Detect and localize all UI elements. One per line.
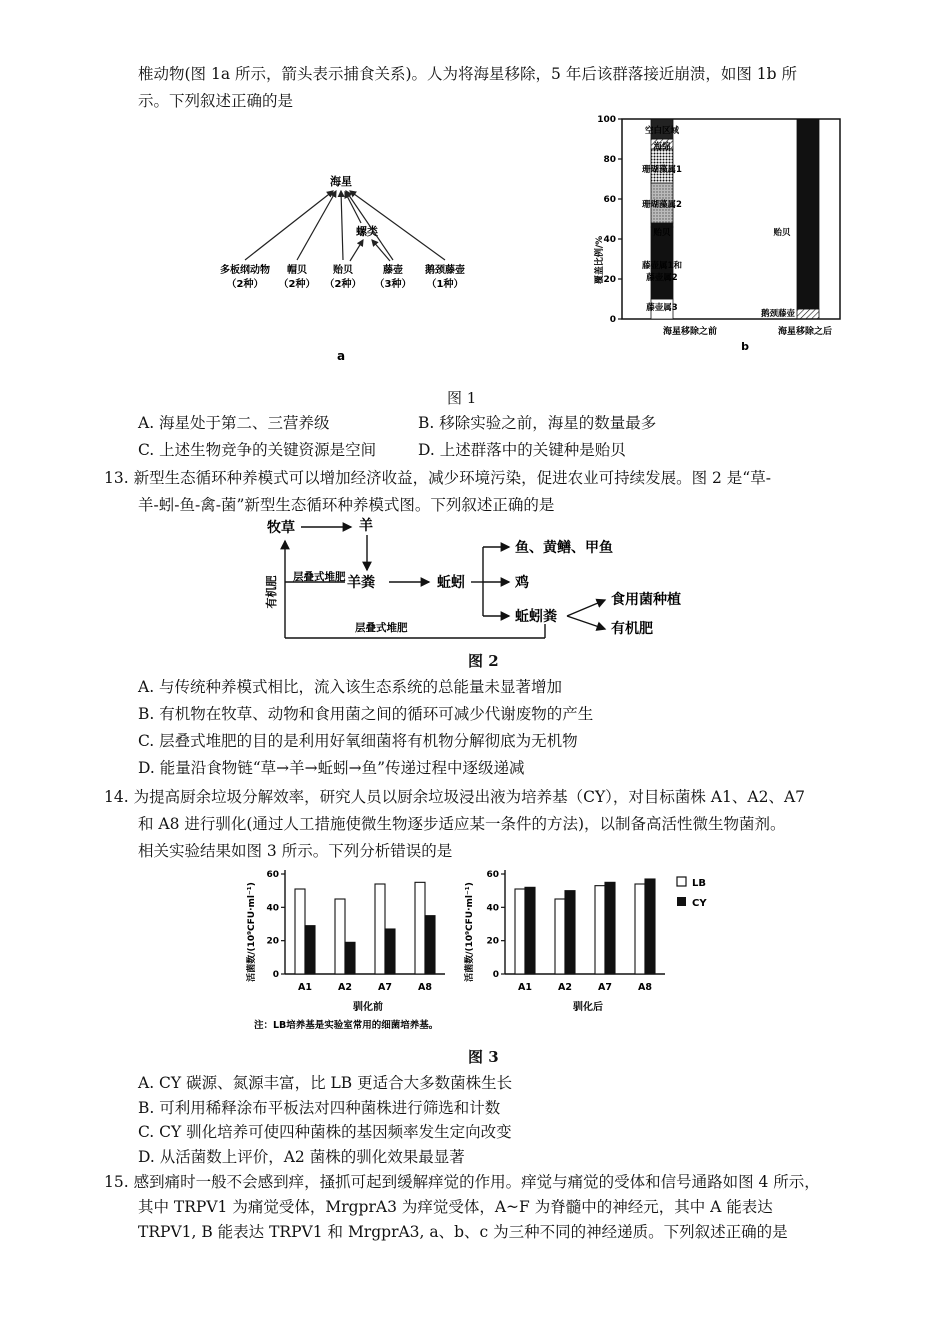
fig1b-label: b (741, 340, 749, 353)
fig3-after-xtick-A2: A2 (558, 982, 572, 993)
fig3-before-ytick-40: 40 (266, 903, 279, 914)
fig3-before-bar-A7-LB (375, 884, 385, 974)
q13-option-a[interactable]: A. 与传统种养模式相比，流入该生态系统的总能量未显著增加 (138, 678, 563, 696)
node-sheep: 羊 (359, 518, 373, 534)
fig1b-ytick-80: 80 (603, 155, 616, 165)
q15-stem-line2: 其中 TRPV1 为痛觉受体，MrgprA3 为痒觉受体，A~F 为脊髓中的神经元，其中 A 能表达 (138, 1198, 773, 1216)
fig3-after-xtick-A8: A8 (638, 982, 652, 993)
figure-2-caption: 图 2 (468, 652, 499, 670)
q12-intro-line1: 椎动物(图 1a 所示，箭头表示捕食关系)。人为将海星移除，5 年后该群落接近崩溃，如图 1b 所 (138, 65, 797, 83)
q14-option-a[interactable]: A. CY 碳源、氮源丰富，比 LB 更适合大多数菌株生长 (138, 1074, 513, 1092)
node-barnacle: 藤壶 (383, 265, 403, 276)
fig3-before-xtick-A2: A2 (338, 982, 352, 993)
node-pasture: 牧草 (267, 520, 295, 536)
fig3-before-ytick-0: 0 (272, 970, 279, 980)
node-polyplacophora-count: （2种） (226, 279, 264, 290)
figure-1a-food-web (205, 165, 475, 365)
fig3-before-bar-A7-CY (385, 929, 395, 974)
figure-1-caption: 图 1 (447, 389, 477, 407)
fig1b-ytick-40: 40 (603, 235, 616, 245)
node-mussel-count: （2种） (324, 279, 362, 290)
figure-2-cycle-diagram (255, 512, 705, 672)
fig3-after-bar-A8-LB (635, 884, 645, 974)
fig3-after-bar-A2-CY (565, 891, 575, 974)
q12-option-a[interactable]: A. 海星处于第二、三营养级 (138, 414, 330, 432)
figure-1a-label: a (336, 349, 346, 363)
fig1b-seg-label-coralline2: 珊瑚藻属2 (642, 200, 682, 210)
fig1b-seg-label-sponge: 海绵 (653, 142, 671, 152)
fig1b-after-label-mussel: 贻贝 (773, 228, 791, 238)
node-starfish: 海星 (330, 175, 352, 188)
q13-option-b[interactable]: B. 有机物在牧草、动物和食用菌之间的循环可减少代谢废物的产生 (138, 705, 594, 723)
fig3-before-xtick-A7: A7 (378, 982, 392, 993)
fig3-before-bar-A2-CY (345, 942, 355, 974)
fig1b-ytick-20: 20 (603, 275, 616, 285)
q14-option-c[interactable]: C. CY 驯化培养可使四种菌株的基因频率发生定向改变 (138, 1123, 512, 1141)
fig3-after-bar-A8-CY (645, 879, 655, 974)
fig3-before-bar-A2-LB (335, 899, 345, 974)
node-fish: 鱼、黄鳝、甲鱼 (515, 540, 613, 556)
fig3-before-bar-A8-CY (425, 916, 435, 974)
node-polyplacophora: 多板纲动物 (220, 265, 270, 276)
legend-cy-label: CY (692, 898, 707, 909)
node-limpet: 帽贝 (287, 265, 307, 276)
node-snails: 螺类 (356, 225, 378, 238)
figure-3-caption: 图 3 (468, 1048, 499, 1066)
fig1b-ytick-0: 0 (609, 315, 616, 325)
fig3-after-ytick-60: 60 (486, 870, 499, 880)
fig3-after-bar-A7-CY (605, 882, 615, 974)
fig1b-cat-after: 海星移除之后 (777, 327, 833, 337)
fig3-note: 注：LB培养基是实验室常用的细菌培养基。 (254, 1020, 439, 1031)
fig3-after-ytick-20: 20 (486, 936, 499, 947)
q12-option-c[interactable]: C. 上述生物竞争的关键资源是空间 (138, 441, 377, 459)
fig3-after-bar-A7-LB (595, 886, 605, 974)
q14-stem-line1: 14. 为提高厨余垃圾分解效率，研究人员以厨余垃圾浸出液为培养基（CY），对目标菌株 A1、A2、A7 (104, 788, 806, 806)
node-goose-barnacle: 鹅颈藤壶 (425, 265, 465, 276)
q14-option-d[interactable]: D. 从活菌数上评价，A2 菌株的驯化效果最显著 (138, 1148, 465, 1166)
q13-stem-line2: 羊-蚓-鱼-禽-菌”新型生态循环种养模式图。下列叙述正确的是 (138, 496, 555, 514)
figure-1b-stacked-bar-chart (590, 110, 850, 360)
node-chicken: 鸡 (515, 575, 529, 591)
fig1b-ytick-100: 100 (597, 115, 616, 125)
q14-option-b[interactable]: B. 可利用稀释涂布平板法对四种菌株进行筛选和计数 (138, 1099, 501, 1117)
node-barnacle-count: （3种） (374, 279, 412, 290)
fig1b-bar-seg-0-3 (651, 223, 673, 227)
node-mussel: 贻贝 (333, 265, 353, 276)
fig3-after-bar-A1-CY (525, 887, 535, 974)
fig1b-seg-label-barnacle3: 藤壶属3 (646, 303, 678, 313)
fig3-before-ytick-20: 20 (266, 936, 279, 947)
figure-3-bar-charts (240, 862, 730, 1042)
fig3-right-ylabel: 活菌数/(10⁹CFU·ml⁻¹) (465, 882, 475, 982)
q13-option-d[interactable]: D. 能量沿食物链“草→羊→蚯蚓→鱼”传递过程中逐级递减 (138, 759, 525, 777)
q15-stem-line3: TRPV1, B 能表达 TRPV1 和 MrgprA3, a、b、c 为三种不同的神经递质。下列叙述正确的是 (138, 1223, 788, 1241)
fig1b-after-label-goose: 鹅颈藤壶 (760, 309, 796, 319)
q13-option-c[interactable]: C. 层叠式堆肥的目的是利用好氧细菌将有机物分解彻底为无机物 (138, 732, 578, 750)
node-organic-fertilizer-vertical: 有机肥 (265, 575, 278, 609)
legend-lb-swatch (677, 877, 686, 886)
fig1b-ylabel: 覆盖比例/% (595, 235, 605, 285)
legend-cy-swatch (677, 897, 686, 906)
fig3-after-ytick-0: 0 (492, 970, 499, 980)
fig3-after-xtick-A1: A1 (518, 982, 532, 993)
fig3-before-xtick-A1: A1 (298, 982, 312, 993)
fig3-before-bar-A1-LB (295, 889, 305, 974)
fig3-before-bar-A8-LB (415, 882, 425, 974)
node-limpet-count: （2种） (278, 279, 316, 290)
node-goose-barnacle-count: （1种） (426, 279, 464, 290)
q14-stem-line2: 和 A8 进行驯化(通过人工措施使微生物逐步适应某一条件的方法)，以制备高活性微生物菌剂。 (138, 815, 786, 833)
node-organic-fertilizer: 有机肥 (611, 621, 653, 637)
node-earthworm: 蚯蚓 (437, 575, 465, 591)
q14-stem-line3: 相关实验结果如图 3 所示。下列分析错误的是 (138, 842, 453, 860)
fig3-after-bar-A1-LB (515, 889, 525, 974)
q12-intro-line2: 示。下列叙述正确的是 (138, 92, 294, 110)
fig1b-cat-before: 海星移除之前 (662, 327, 718, 337)
q13-stem-line1: 13. 新型生态循环种养模式可以增加经济收益，减少环境污染，促进农业可持续发展。图 2 是“草- (104, 469, 771, 487)
fig3-before-xtick-A8: A8 (418, 982, 432, 993)
fig1b-seg-label-blank: 空白区域 (644, 126, 680, 136)
node-sheep-manure: 羊粪 (347, 575, 375, 591)
fig1b-seg-label-barnacle12b: 藤壶属2 (646, 273, 678, 283)
fig1b-seg-label-barnacle12a: 藤壶属1和 (642, 261, 682, 271)
fig1b-seg-label-mussel: 贻贝 (653, 228, 671, 238)
fig1b-bar-seg-1-3 (797, 119, 819, 309)
fig3-after-ytick-40: 40 (486, 903, 499, 914)
fig3-after-xtick-A7: A7 (598, 982, 612, 993)
node-earthworm-manure: 蚯蚓粪 (515, 609, 557, 625)
node-mushroom: 食用菌种植 (611, 592, 681, 608)
fig3-before-ytick-60: 60 (266, 870, 279, 880)
legend-lb-label: LB (692, 878, 706, 889)
fig3-left-xlabel: 驯化前 (353, 1002, 383, 1013)
fig3-before-bar-A1-CY (305, 926, 315, 974)
label-layer-compost-1: 层叠式堆肥 (293, 571, 346, 583)
fig1b-ytick-60: 60 (603, 195, 616, 205)
fig3-left-ylabel: 活菌数/(10⁹CFU·ml⁻¹) (247, 882, 257, 982)
label-layer-compost-2: 层叠式堆肥 (355, 622, 408, 634)
fig1b-bar-seg-1-2 (797, 309, 819, 319)
q12-option-d[interactable]: D. 上述群落中的关键种是贻贝 (418, 441, 626, 459)
q12-option-b[interactable]: B. 移除实验之前，海星的数量最多 (418, 414, 657, 432)
fig1b-seg-label-coralline1: 珊瑚藻属1 (642, 165, 682, 175)
fig3-after-bar-A2-LB (555, 899, 565, 974)
q15-stem-line1: 15. 感到痛时一般不会感到痒，搔抓可起到缓解痒觉的作用。痒觉与痛觉的受体和信号通路如图 4 所示， (104, 1173, 820, 1191)
fig3-right-xlabel: 驯化后 (573, 1002, 603, 1013)
